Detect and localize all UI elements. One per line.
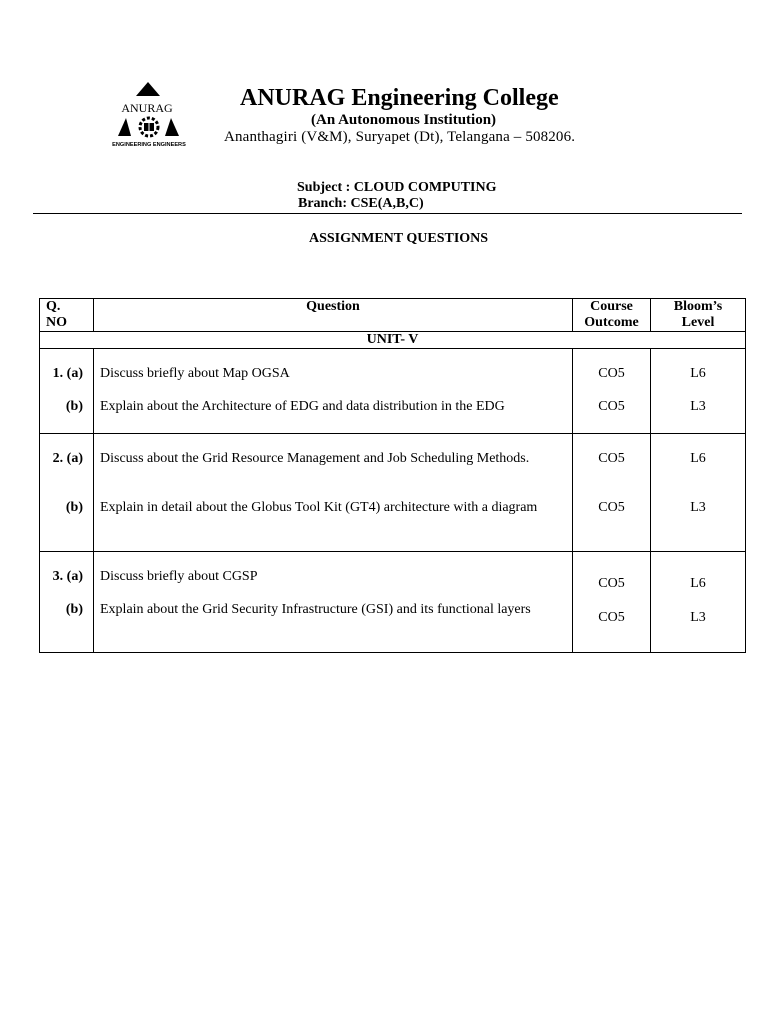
level-2a: L6 [690, 451, 706, 466]
college-name: ANURAG Engineering College [240, 85, 559, 111]
course-outcome-cell [573, 552, 651, 653]
co-3b: CO5 [598, 610, 625, 625]
blooms-level-header [651, 299, 746, 332]
question-group-1 [40, 349, 746, 434]
college-logo [109, 82, 191, 150]
question-2a: Discuss about the Grid Resource Management and Job Scheduling Methods. [100, 451, 530, 466]
qno-cell [40, 349, 94, 434]
question-cell [94, 552, 573, 653]
questions-table [39, 298, 746, 653]
qno-3b: (b) [65, 602, 83, 617]
co-1a: CO5 [598, 366, 625, 381]
qno-1a: 1. (a) [52, 366, 83, 381]
question-1a: Discuss briefly about Map OGSA [100, 366, 290, 381]
college-address: Ananthagiri (V&M), Suryapet (Dt), Telangana – 508206. [224, 129, 576, 145]
qno-3a: 3. (a) [52, 569, 83, 584]
qno-header-line2: NO [46, 315, 67, 330]
logo-text: ANURAG [121, 101, 173, 115]
subject-line: Subject : CLOUD COMPUTING [297, 180, 497, 195]
logo-tagline: ENGINEERING ENGINEERS [112, 142, 186, 148]
level-3b: L3 [690, 610, 706, 625]
course-outcome-header-line1: Course [590, 299, 633, 314]
course-outcome-cell [573, 349, 651, 434]
question-2b: Explain in detail about the Globus Tool Kit (GT4) architecture with a diagram [100, 500, 538, 515]
course-outcome-header [573, 299, 651, 332]
table-header-row [40, 299, 746, 332]
blooms-level-cell [651, 552, 746, 653]
question-group-3 [40, 552, 746, 653]
blooms-level-header-line1: Bloom’s [673, 299, 723, 314]
question-1b: Explain about the Architecture of EDG and data distribution in the EDG [100, 399, 505, 414]
level-1b: L3 [690, 399, 706, 414]
co-2b: CO5 [598, 500, 625, 515]
level-1a: L6 [690, 366, 706, 381]
question-cell [94, 349, 573, 434]
course-outcome-header-line2: Outcome [584, 315, 639, 330]
blooms-level-cell [651, 434, 746, 552]
question-cell [94, 434, 573, 552]
blooms-level-cell [651, 349, 746, 434]
question-header: Question [94, 299, 573, 332]
blooms-level-header-line2: Level [681, 315, 715, 330]
unit-row [40, 332, 746, 349]
qno-2b: (b) [65, 500, 83, 515]
co-2a: CO5 [598, 451, 625, 466]
qno-header-line1: Q. [46, 299, 61, 314]
question-3a: Discuss briefly about CGSP [100, 569, 258, 584]
question-3b: Explain about the Grid Security Infrastructure (GSI) and its functional layers [100, 602, 531, 617]
unit-label: UNIT- V [40, 332, 746, 349]
institution-type: (An Autonomous Institution) [311, 112, 497, 128]
qno-cell [40, 434, 94, 552]
question-group-2 [40, 434, 746, 552]
co-1b: CO5 [598, 399, 625, 414]
qno-cell [40, 552, 94, 653]
qno-1b: (b) [65, 399, 83, 414]
header-divider [33, 213, 742, 214]
branch-line: Branch: CSE(A,B,C) [298, 196, 424, 211]
co-3a: CO5 [598, 576, 625, 591]
qno-2a: 2. (a) [52, 451, 83, 466]
level-2b: L3 [690, 500, 706, 515]
course-outcome-cell [573, 434, 651, 552]
assignment-heading: ASSIGNMENT QUESTIONS [309, 231, 489, 246]
qno-header [40, 299, 94, 332]
level-3a: L6 [690, 576, 706, 591]
